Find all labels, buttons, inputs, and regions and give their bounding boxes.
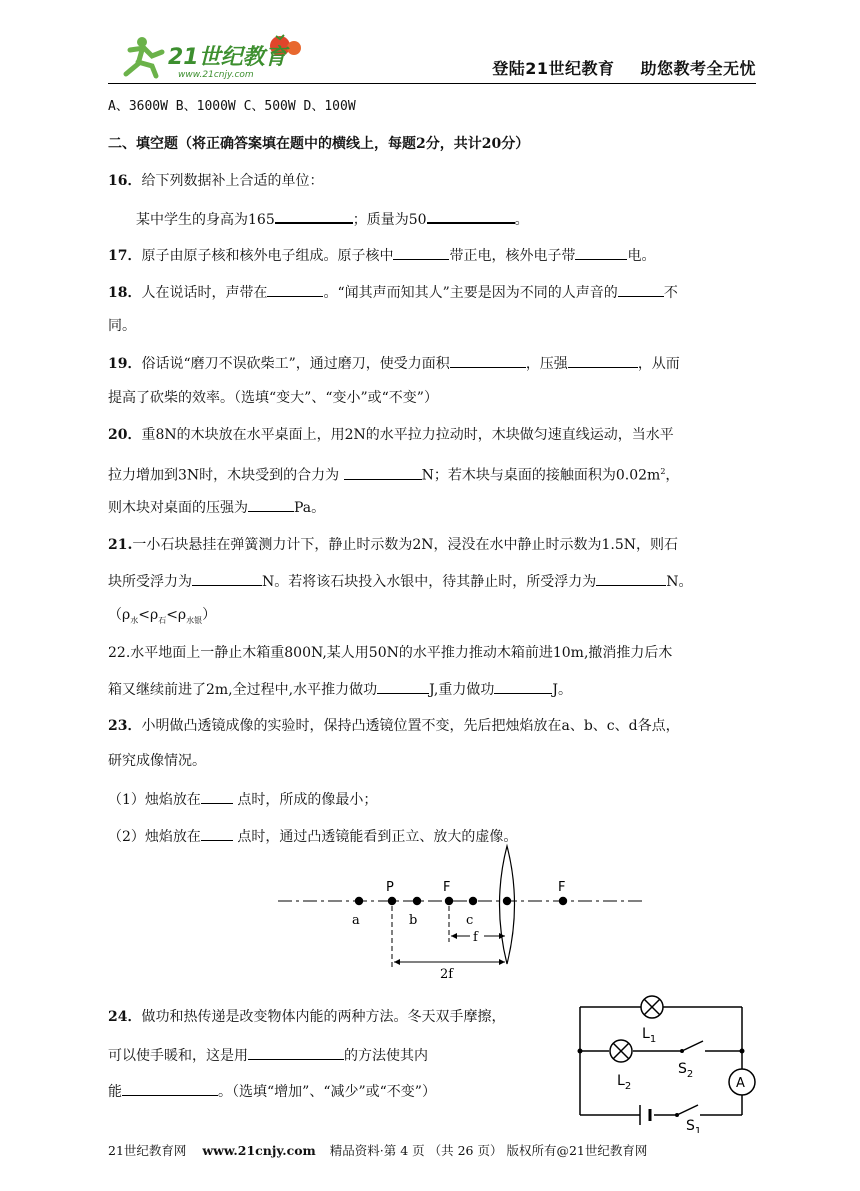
q24-line1 (108, 1007, 505, 1027)
label-L1: $L_1$ (642, 1026, 657, 1045)
q21-rho-open: （ρ (108, 607, 131, 623)
answer-blank[interactable] (201, 789, 233, 804)
q16-end: 。 (514, 212, 529, 228)
lamp-L1 (641, 996, 663, 1018)
q18-line1 (108, 282, 678, 303)
header-slogan (492, 56, 756, 79)
q16-line1 (108, 171, 323, 191)
q23-number: 23． (108, 718, 142, 734)
label-F-right: F (558, 880, 566, 895)
q21-density-note (108, 605, 216, 631)
q21-text-2c: N。 (666, 574, 693, 590)
label-F-left: F (443, 880, 451, 895)
q21-line2 (108, 571, 693, 592)
point-F-left (445, 897, 453, 905)
q20-line3 (108, 497, 325, 518)
q20-text-2b: N；若木块与桌面的接触面积为0.02m (421, 467, 661, 484)
point-a (355, 897, 363, 905)
label-c: c (466, 913, 474, 928)
q21-lt-2: <ρ (166, 607, 187, 623)
q24-text-3a: 能 (108, 1084, 122, 1100)
q18-text-c: 不 (663, 285, 678, 301)
q17-text-b: 带正电，核外电子带 (449, 248, 576, 264)
q20-number: 20． (108, 427, 142, 443)
q18-text-b: 。“闻其声而知其人”主要是因为不同的人声音的 (323, 285, 618, 301)
answer-blank[interactable] (568, 353, 638, 368)
q20-line2 (108, 462, 679, 486)
answer-blank[interactable] (201, 826, 233, 841)
q16-text: 给下列数据补上合适的单位： (141, 173, 324, 189)
label-S2: $S_2$ (678, 1061, 694, 1080)
answer-blank[interactable] (267, 282, 323, 297)
label-b: b (409, 913, 418, 928)
q21-lt-1: <ρ (138, 607, 159, 623)
answer-blank[interactable] (618, 282, 664, 297)
q23-sub1-b: 点时，所成的像最小； (232, 792, 378, 808)
point-c (469, 897, 477, 905)
q24-text-2a: 可以使手暖和，这是用 (108, 1048, 248, 1064)
q20-text-1: 重8N的木块放在水平桌面上，用2N的水平拉力拉动时，木块做匀速直线运动，当水平 (141, 427, 674, 443)
q23-sub1 (108, 789, 377, 810)
page-header (108, 30, 756, 82)
q18-text-a: 人在说话时，声带在 (141, 285, 268, 301)
answer-blank[interactable] (122, 1081, 218, 1096)
q23-sub2-a: （2）烛焰放在 (108, 829, 201, 845)
q24-text-2b: 的方法使其内 (344, 1048, 428, 1064)
q20-text-3b: Pa。 (294, 500, 326, 516)
q17-number: 17． (108, 248, 142, 264)
q17-text-a: 原子由原子核和核外电子组成。原子核中 (141, 248, 394, 264)
answer-blank[interactable] (450, 353, 526, 368)
slogan-left: 登陆21世纪教育 (492, 59, 615, 78)
answer-blank[interactable] (427, 208, 515, 224)
q22-text-2b: J,重力做功 (429, 682, 495, 698)
answer-blank[interactable] (248, 497, 294, 512)
q22-text-2c: J。 (552, 682, 572, 698)
q21-text-2a: 块所受浮力为 (108, 574, 192, 590)
q16-line2 (136, 208, 529, 230)
answer-blank[interactable] (596, 571, 666, 586)
point-P (388, 897, 396, 905)
q19-line2: 提高了砍柴的效率。（选填“变大”、“变小”或“不变”） (108, 390, 438, 406)
label-a: a (352, 913, 360, 928)
q22-text-1: 水平地面上一静止木箱重800N,某人用50N的水平推力推动木箱前进10m,撤消推力后木 (130, 645, 673, 661)
q23-text-1: 小明做凸透镜成像的实验时，保持凸透镜位置不变，先后把烛焰放在a、b、c、d各点， (141, 718, 680, 734)
answer-blank[interactable] (275, 208, 353, 224)
answer-blank[interactable] (575, 245, 627, 260)
answer-blank[interactable] (393, 245, 449, 260)
q22-line1 (108, 643, 672, 663)
q17-text-c: 电。 (627, 248, 656, 264)
q19-text-c: ，从而 (637, 356, 680, 372)
section-title: 二、填空题（将正确答案填在题中的横线上，每题2分，共计20分） (108, 136, 530, 152)
answer-blank[interactable] (344, 465, 422, 480)
q17-line1 (108, 245, 655, 266)
q19-text-b: ，压强 (525, 356, 568, 372)
lamp-L2 (610, 1040, 632, 1062)
footer-site-link[interactable]: www.21cnjy.com (202, 1143, 316, 1158)
circuit-diagram (570, 985, 766, 1133)
ammeter-label: A (736, 1076, 745, 1091)
q21-sub-water: 水 (130, 615, 139, 625)
q21-close: ） (202, 607, 217, 623)
lens-diagram (270, 840, 650, 985)
slogan-right: 助您教考全无忧 (640, 59, 756, 78)
q22-text-2a: 箱又继续前进了2m,全过程中,水平推力做功 (108, 682, 378, 698)
q18-number: 18． (108, 285, 142, 301)
q23-sub2-b: 点时，通过凸透镜能看到正立、放大的虚像。 (232, 829, 518, 845)
q21-text-2b: N。若将该石块投入水银中，待其静止时，所受浮力为 (262, 574, 597, 590)
q22-line2 (108, 679, 572, 700)
q24-line2 (108, 1045, 428, 1066)
battery (640, 1105, 650, 1125)
q20-superscript: 2 (660, 467, 666, 476)
q20-text-2c: ， (665, 467, 680, 484)
svg-text:21世纪教育: 21世纪教育 (168, 45, 287, 70)
logo-icon (108, 30, 308, 80)
page-footer (108, 1141, 647, 1159)
label-P: P (386, 880, 394, 895)
q21-line1 (108, 535, 678, 555)
q21-sub-stone: 石 (158, 615, 167, 625)
q22-number: 22. (108, 645, 131, 661)
q19-text-a: 俗话说“磨刀不误砍柴工”，通过磨刀，使受力面积 (141, 356, 450, 372)
q19-line1 (108, 353, 680, 374)
point-lens-center (503, 897, 511, 905)
answer-blank[interactable] (192, 571, 262, 586)
point-b (413, 897, 421, 905)
q24-number: 24． (108, 1009, 142, 1025)
q21-sub-mercury: 水银 (186, 615, 203, 625)
q21-number: 21. (108, 537, 133, 553)
q15-options: A、3600W B、1000W C、500W D、100W (108, 99, 356, 114)
q16-mass-text: ；质量为50 (352, 212, 427, 228)
q16-height-text: 某中学生的身高为165 (136, 212, 275, 228)
q20-text-3a: 则木块对桌面的压强为 (108, 500, 248, 516)
header-rule (108, 83, 756, 84)
point-F-right (559, 897, 567, 905)
q23-line2: 研究成像情况。 (108, 753, 206, 769)
q19-number: 19． (108, 356, 142, 372)
q24-text-1: 做功和热传递是改变物体内能的两种方法。冬天双手摩擦， (141, 1009, 506, 1025)
answer-blank[interactable] (494, 679, 552, 694)
label-L2: $L_2$ (617, 1073, 632, 1092)
q21-text-1: 一小石块悬挂在弹簧测力计下，静止时示数为2N，浸没在水中静止时示数为1.5N，则石 (132, 537, 679, 553)
label-2f: 2f (440, 967, 454, 982)
svg-text:www.21cnjy.com: www.21cnjy.com (178, 70, 254, 80)
q23-sub1-a: （1）烛焰放在 (108, 792, 201, 808)
label-S1: $S_1$ (686, 1118, 702, 1133)
q23-line1 (108, 716, 680, 736)
q20-line1 (108, 425, 674, 445)
q24-text-3b: 。（选填“增加”、“减少”或“不变”） (218, 1084, 436, 1100)
footer-left: 21世纪教育网 (108, 1143, 187, 1158)
label-f: f (473, 930, 478, 945)
q24-line3 (108, 1081, 436, 1102)
footer-right: 精品资料·第 4 页 （共 26 页） 版权所有@21世纪教育网 (329, 1143, 648, 1158)
answer-blank[interactable] (377, 679, 429, 694)
answer-blank[interactable] (248, 1045, 344, 1060)
q18-line2: 同。 (108, 318, 136, 334)
q16-number: 16． (108, 173, 142, 189)
q20-text-2a: 拉力增加到3N时，木块受到的合力为 (108, 467, 344, 484)
